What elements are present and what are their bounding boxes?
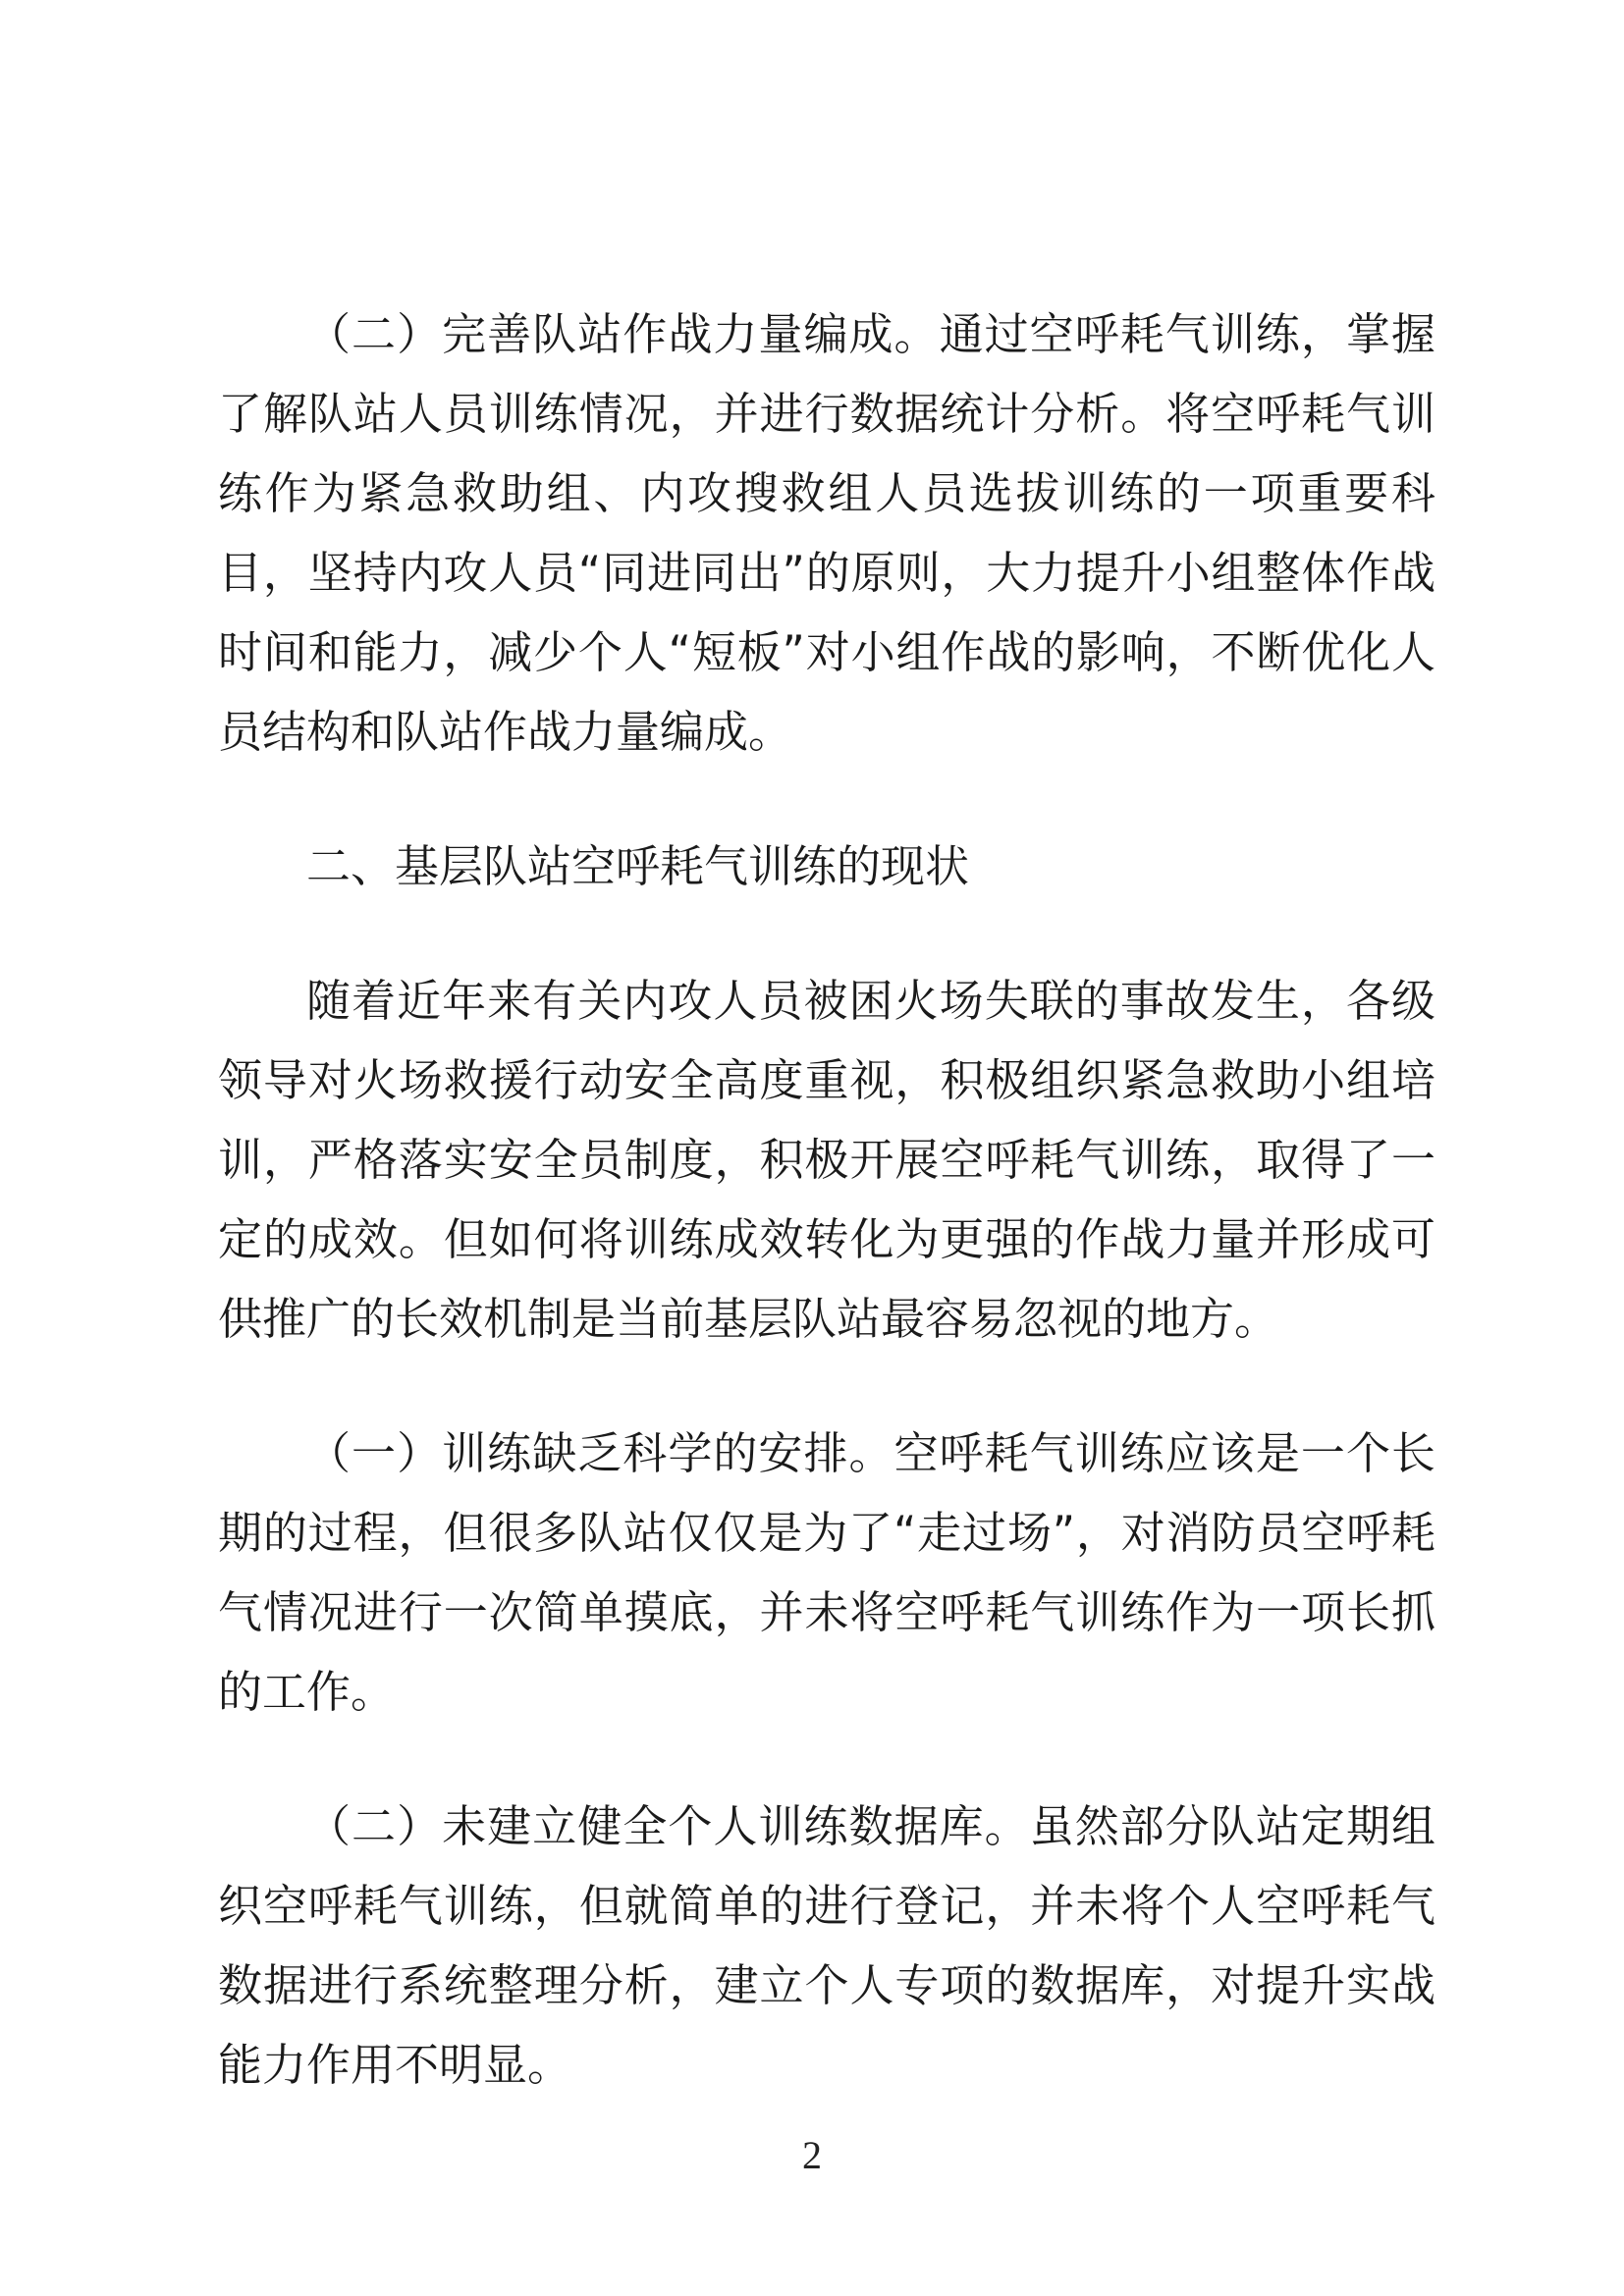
paragraph-training-database: （二）未建立健全个人训练数据库。虽然部分队站定期组织空呼耗气训练，但就简单的进行登记，并未将个人空呼耗气数据进行系统整理分析，建立个人专项的数据库，对提升实战能力作用不明显。 — [218, 1800, 1435, 2091]
section-heading-status: 二、基层队站空呼耗气训练的现状 — [306, 840, 970, 892]
paragraph-force-composition: （二）完善队站作战力量编成。通过空呼耗气训练，掌握了解队站人员训练情况，并进行数据统计分析。将空呼耗气训练作为紧急救助组、内攻搜救组人员选拔训练的一项重要科目，坚持内攻人员“同进同出”的原则，大力提升小组整体作战时间和能力，减少个人“短板”对小组作战的影响，不断优化人员结构和队站作战力量编成。 — [218, 308, 1435, 758]
paragraph-status-overview: 随着近年来有关内攻人员被困火场失联的事故发生，各级领导对火场救援行动安全高度重视，积极组织紧急救助小组培训，严格落实安全员制度，积极开展空呼耗气训练，取得了一定的成效。但如何将训练成效转化为更强的作战力量并形成可供推广的长效机制是当前基层队站最容易忽视的地方。 — [218, 975, 1435, 1345]
page-number: 2 — [802, 2133, 822, 2177]
paragraph-training-arrangement: （一）训练缺乏科学的安排。空呼耗气训练应该是一个长期的过程，但很多队站仅仅是为了“走过场”，对消防员空呼耗气情况进行一次简单摸底，并未将空呼耗气训练作为一项长抓的工作。 — [218, 1427, 1435, 1718]
document-body — [218, 294, 1435, 2160]
